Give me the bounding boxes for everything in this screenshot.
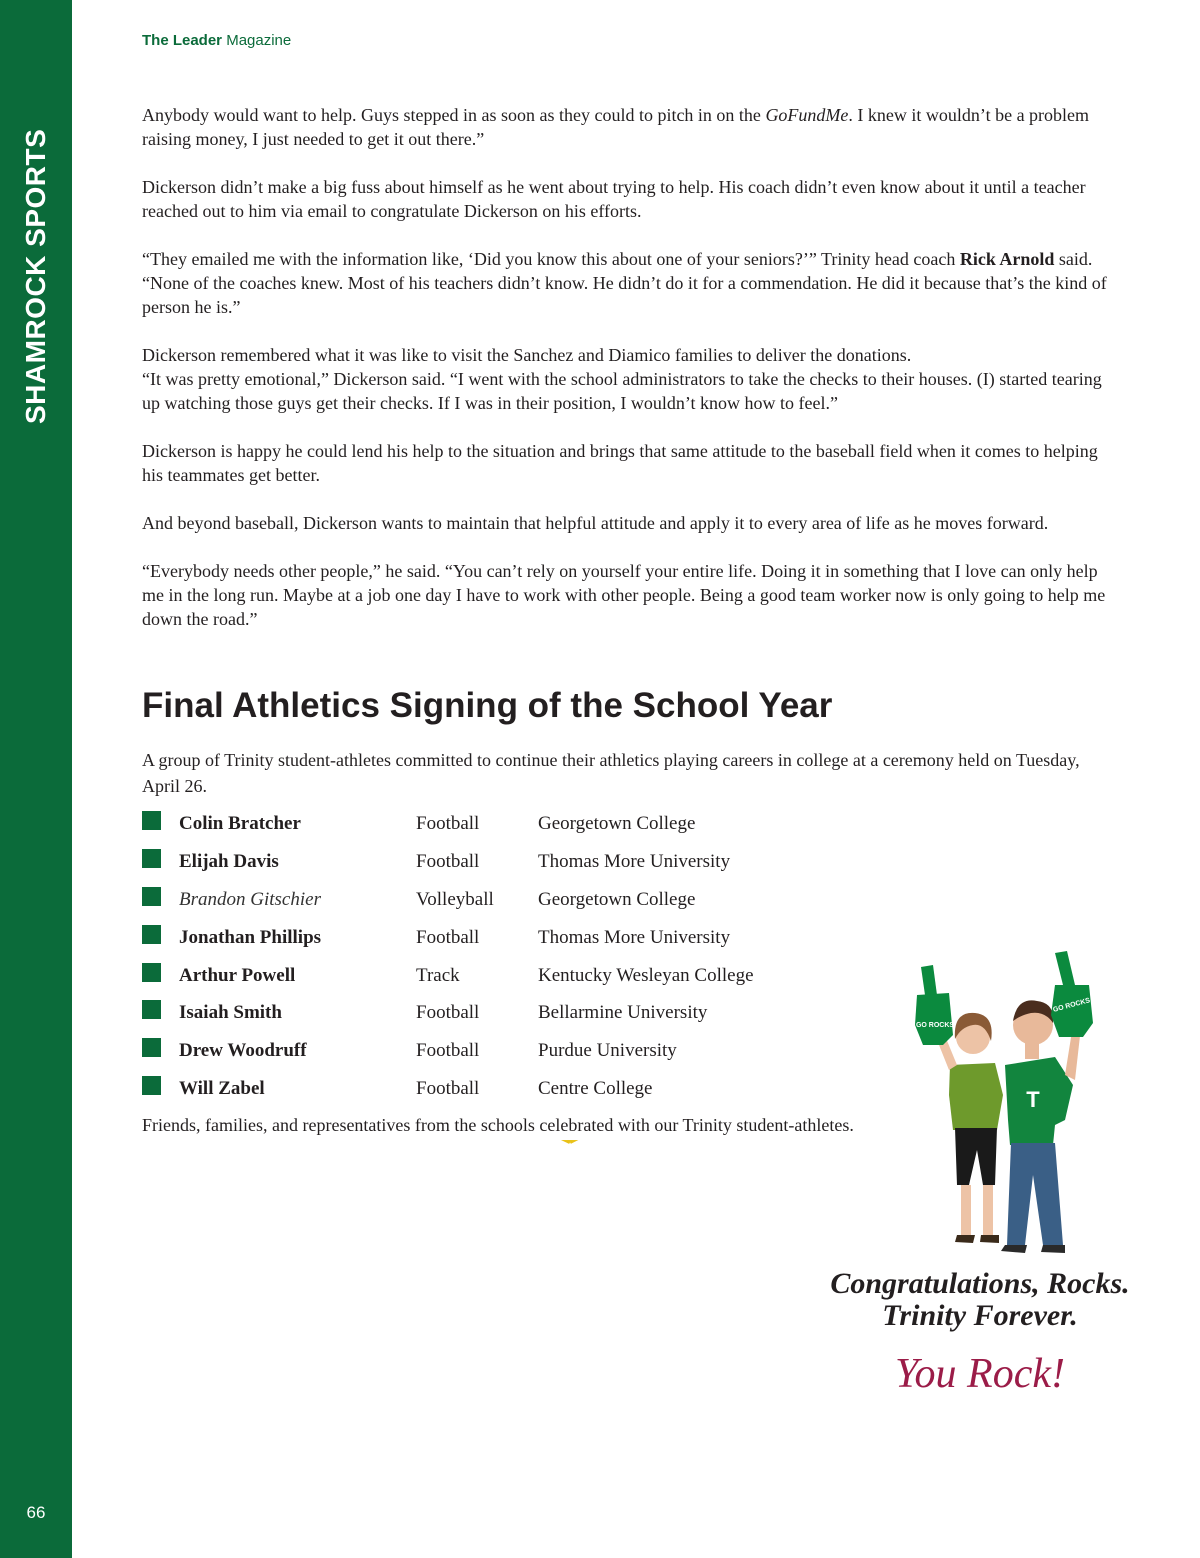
athlete-row — [142, 999, 842, 1037]
college-pennants-illustration — [90, 1140, 930, 1558]
students-with-foam-fingers-photo — [905, 945, 1100, 1255]
text-run: . I knew it wouldn’t be a problem raising money, I just needed to get it out there.” — [142, 105, 1090, 149]
pennant — [535, 1140, 870, 1166]
pennant-flag — [541, 1140, 930, 1172]
green-square-bullet — [142, 1000, 161, 1019]
athlete-college: Thomas More University — [538, 926, 731, 948]
athlete-row — [142, 848, 842, 886]
paragraph: Dickerson is happy he could lend his help to the situation and brings that same attitude to the baseball field when it comes to helping his teammates get better. — [142, 441, 1098, 485]
pennant-flag — [548, 1140, 930, 1178]
green-square-bullet — [142, 1076, 161, 1095]
paragraph: And beyond baseball, Dickerson wants to maintain that helpful attitude and apply it to every area of life as he moves forward. — [142, 513, 1049, 533]
athlete-college: Purdue University — [538, 1040, 677, 1062]
athlete-name: Drew Woodruff — [179, 1040, 307, 1062]
pennant — [425, 1140, 611, 1151]
athlete-name: Elijah Davis — [179, 850, 279, 872]
congrats-line: Congratulations, Rocks. — [830, 1267, 1130, 1300]
athlete-sport: Football — [416, 1040, 480, 1062]
boy-figure — [1001, 951, 1093, 1253]
athlete-row — [142, 1037, 842, 1075]
athlete-name: Brandon Gitschier — [179, 888, 321, 910]
congratulations-message — [815, 1268, 1145, 1332]
green-square-bullet — [142, 963, 161, 982]
signing-intro: A group of Trinity student-athletes committed to continue their athletics playing careers in college at a ceremony held on Tuesday, April 26. — [142, 750, 1080, 796]
green-square-bullet — [142, 925, 161, 944]
athlete-college: Thomas More University — [538, 850, 731, 872]
athlete-name: Colin Bratcher — [179, 813, 301, 834]
signing-outro: Friends, families, and representatives from the schools celebrated with our Trinity student-athletes. — [142, 1115, 854, 1135]
green-square-bullet — [142, 849, 161, 868]
foam-finger-text: GO ROCKS — [1052, 997, 1091, 1014]
athlete-college: Georgetown College — [538, 813, 696, 834]
gofundme-emphasis: GoFundMe — [765, 105, 849, 125]
text-run: “It was pretty emotional,” Dickerson said. “I went with the school administrators to take the checks to their houses. (I) started tearing up watching those guys get their checks. If I was in their position, I wouldn’t know how to feel.” — [142, 369, 1102, 413]
pennant-flag — [257, 1140, 604, 1167]
you-rock-script: You Rock! — [895, 1351, 1065, 1397]
pennant-flag — [531, 1140, 789, 1158]
pennant — [192, 1140, 598, 1173]
athlete-list — [142, 810, 842, 1113]
athlete-sport: Football — [416, 813, 480, 834]
pennant-flag — [529, 1140, 700, 1150]
athlete-name: Isaiah Smith — [179, 1002, 282, 1024]
green-square-bullet — [142, 887, 161, 906]
green-square-bullet — [142, 811, 161, 830]
pennant-flag — [192, 1140, 598, 1173]
foam-finger-text: GO ROCKS — [915, 1022, 955, 1029]
pennant — [531, 1140, 789, 1158]
text-run: Anybody would want to help. Guys stepped in as soon as they could to pitch in on the — [142, 105, 766, 125]
text-run: Dickerson remembered what it was like to visit the Sanchez and Diamico families to deliver the donations. — [142, 345, 912, 365]
athlete-sport: Track — [416, 964, 460, 986]
athlete-row — [142, 962, 842, 1000]
article-body — [142, 103, 1117, 655]
athlete-college: Kentucky Wesleyan College — [538, 964, 754, 986]
athlete-name: Arthur Powell — [179, 964, 296, 986]
foam-finger-left — [915, 965, 954, 1045]
athlete-college: Georgetown College — [538, 888, 696, 910]
pennant — [529, 1140, 700, 1150]
foam-finger-right — [1051, 951, 1093, 1037]
green-square-bullet — [142, 1038, 161, 1057]
athlete-sport: Football — [416, 1078, 480, 1100]
pennant-flag — [535, 1140, 870, 1166]
pennant — [257, 1140, 604, 1167]
shirt-letter: T — [1026, 1087, 1040, 1112]
paragraph — [142, 247, 1117, 319]
pennant — [548, 1140, 930, 1178]
paragraph: “Everybody needs other people,” he said. “You can’t rely on yourself your entire life. Doing it in something that I love can only help me in the long run. Maybe at a job one day I have to work with other people. Being a good team worker now is only going to help me down the road.” — [142, 561, 1106, 629]
athlete-row — [142, 810, 842, 848]
athlete-row — [142, 1075, 842, 1113]
paragraph — [142, 343, 1117, 415]
athlete-row — [142, 924, 842, 962]
sidebar — [0, 0, 72, 1558]
congrats-line: Trinity Forever. — [882, 1299, 1078, 1332]
athlete-college: Bellarmine University — [538, 1002, 708, 1024]
text-run: said. “None of the coaches knew. Most of his teachers didn’t know. He didn’t do it for a commendation. He did it because that’s the kind of person he is.” — [142, 249, 1107, 317]
athlete-sport: Football — [416, 1002, 480, 1024]
pennant — [142, 1140, 591, 1178]
coach-name: Rick Arnold — [959, 249, 1055, 269]
athlete-name: Will Zabel — [179, 1078, 265, 1100]
section-heading: Final Athletics Signing of the School Year — [142, 686, 833, 725]
athlete-college: Centre College — [538, 1078, 653, 1100]
paragraph: Dickerson didn’t make a big fuss about himself as he went about trying to help. His coach didn’t even know about it until a teacher reached out to him via email to congratulate Dickerson on his efforts. — [142, 177, 1086, 221]
pennant-flag — [425, 1140, 611, 1151]
masthead-subtitle: Magazine — [226, 32, 292, 49]
paragraph — [142, 103, 1117, 151]
athlete-sport: Volleyball — [416, 888, 494, 910]
athlete-name: Jonathan Phillips — [179, 926, 322, 948]
athlete-row — [142, 886, 842, 924]
masthead — [142, 32, 291, 49]
pennant-flag — [142, 1140, 591, 1178]
girl-figure — [915, 965, 1003, 1243]
page-number: 66 — [26, 1503, 46, 1522]
text-run: “They emailed me with the information like, ‘Did you know this about one of your seniors?’” Trinity head coach — [142, 249, 960, 269]
athlete-sport: Football — [416, 926, 480, 948]
pennant — [541, 1140, 930, 1172]
athlete-sport: Football — [416, 850, 480, 872]
section-title: SHAMROCK SPORTS — [20, 128, 51, 424]
masthead-title: The Leader — [142, 32, 223, 49]
